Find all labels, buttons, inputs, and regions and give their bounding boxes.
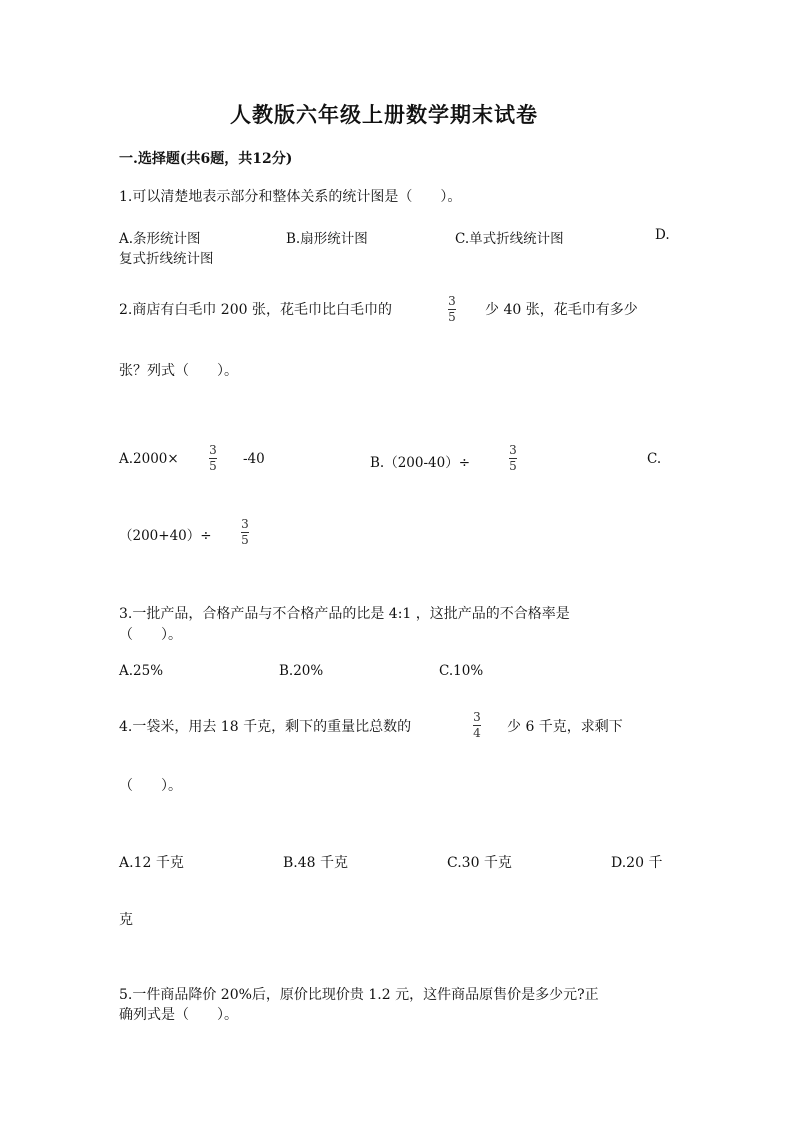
q3-option-a[interactable]: A.25% [119, 663, 164, 679]
q4-option-a[interactable]: A.12 千克 [119, 855, 184, 871]
q2-option-a-fraction [209, 444, 217, 473]
page-title: 人教版六年级上册数学期末试卷 [230, 102, 538, 127]
question-4-stem-cont: 少 6 千克，求剩下 [507, 719, 623, 735]
question-4-stem: 4.一袋米，用去 18 千克，剩下的重量比总数的 [119, 719, 412, 735]
q2-option-b-fraction [509, 444, 517, 473]
question-1-stem: 1.可以清楚地表示部分和整体关系的统计图是（ ）。 [119, 189, 462, 205]
q2-option-a[interactable]: A.2000× [119, 451, 179, 467]
q2-fraction [448, 295, 456, 324]
fraction-numerator: 3 [473, 710, 481, 724]
q2-option-c-label[interactable]: C. [647, 451, 662, 467]
fraction-denominator: 5 [509, 459, 517, 473]
question-5-stem-line2: 确列式是（ ）。 [119, 1007, 238, 1023]
fraction-numerator: 3 [509, 443, 517, 457]
question-5-stem: 5.一件商品降价 20%后，原价比现价贵 1.2 元，这件商品原售价是多少元?正 [119, 987, 599, 1003]
question-2-stem-line2: 张？列式（ ）。 [119, 363, 238, 379]
q3-option-b[interactable]: B.20% [279, 663, 324, 679]
q4-option-b[interactable]: B.48 千克 [283, 855, 349, 871]
q1-option-b[interactable]: B.扇形统计图 [286, 231, 368, 247]
q2-option-c-fraction [241, 518, 249, 547]
question-4-stem-line2: （ ）。 [119, 778, 182, 794]
fraction-denominator: 4 [473, 726, 481, 740]
q2-option-c[interactable]: （200+40）÷ [119, 528, 212, 544]
section-heading: 一.选择题(共6题，共12分) [119, 151, 293, 167]
fraction-denominator: 5 [209, 459, 217, 473]
fraction-numerator: 3 [241, 517, 249, 531]
fraction-numerator: 3 [448, 294, 456, 308]
q1-option-a[interactable]: A.条形统计图 [119, 231, 201, 247]
q3-option-c[interactable]: C.10% [439, 663, 484, 679]
question-3-stem-line2: （ ）。 [119, 627, 182, 643]
q1-option-d-continued: 复式折线统计图 [119, 251, 214, 267]
q1-option-d[interactable]: D. [655, 227, 670, 243]
q2-option-a-tail: -40 [243, 451, 265, 467]
question-3-stem: 3.一批产品，合格产品与不合格产品的比是 4:1 ，这批产品的不合格率是 [119, 606, 570, 622]
fraction-numerator: 3 [209, 443, 217, 457]
q2-option-b[interactable]: B.（200-40）÷ [370, 455, 471, 471]
q4-option-d-continued: 克 [119, 912, 133, 928]
fraction-denominator: 5 [448, 310, 456, 324]
q1-option-c[interactable]: C.单式折线统计图 [455, 231, 564, 247]
q4-option-d[interactable]: D.20 千 [611, 855, 663, 871]
q4-option-c[interactable]: C.30 千克 [447, 855, 512, 871]
fraction-denominator: 5 [241, 533, 249, 547]
q4-fraction [473, 711, 481, 740]
question-2-stem-cont: 少 40 张，花毛巾有多少 [485, 302, 638, 318]
question-2-stem: 2.商店有白毛巾 200 张，花毛巾比白毛巾的 [119, 302, 392, 318]
